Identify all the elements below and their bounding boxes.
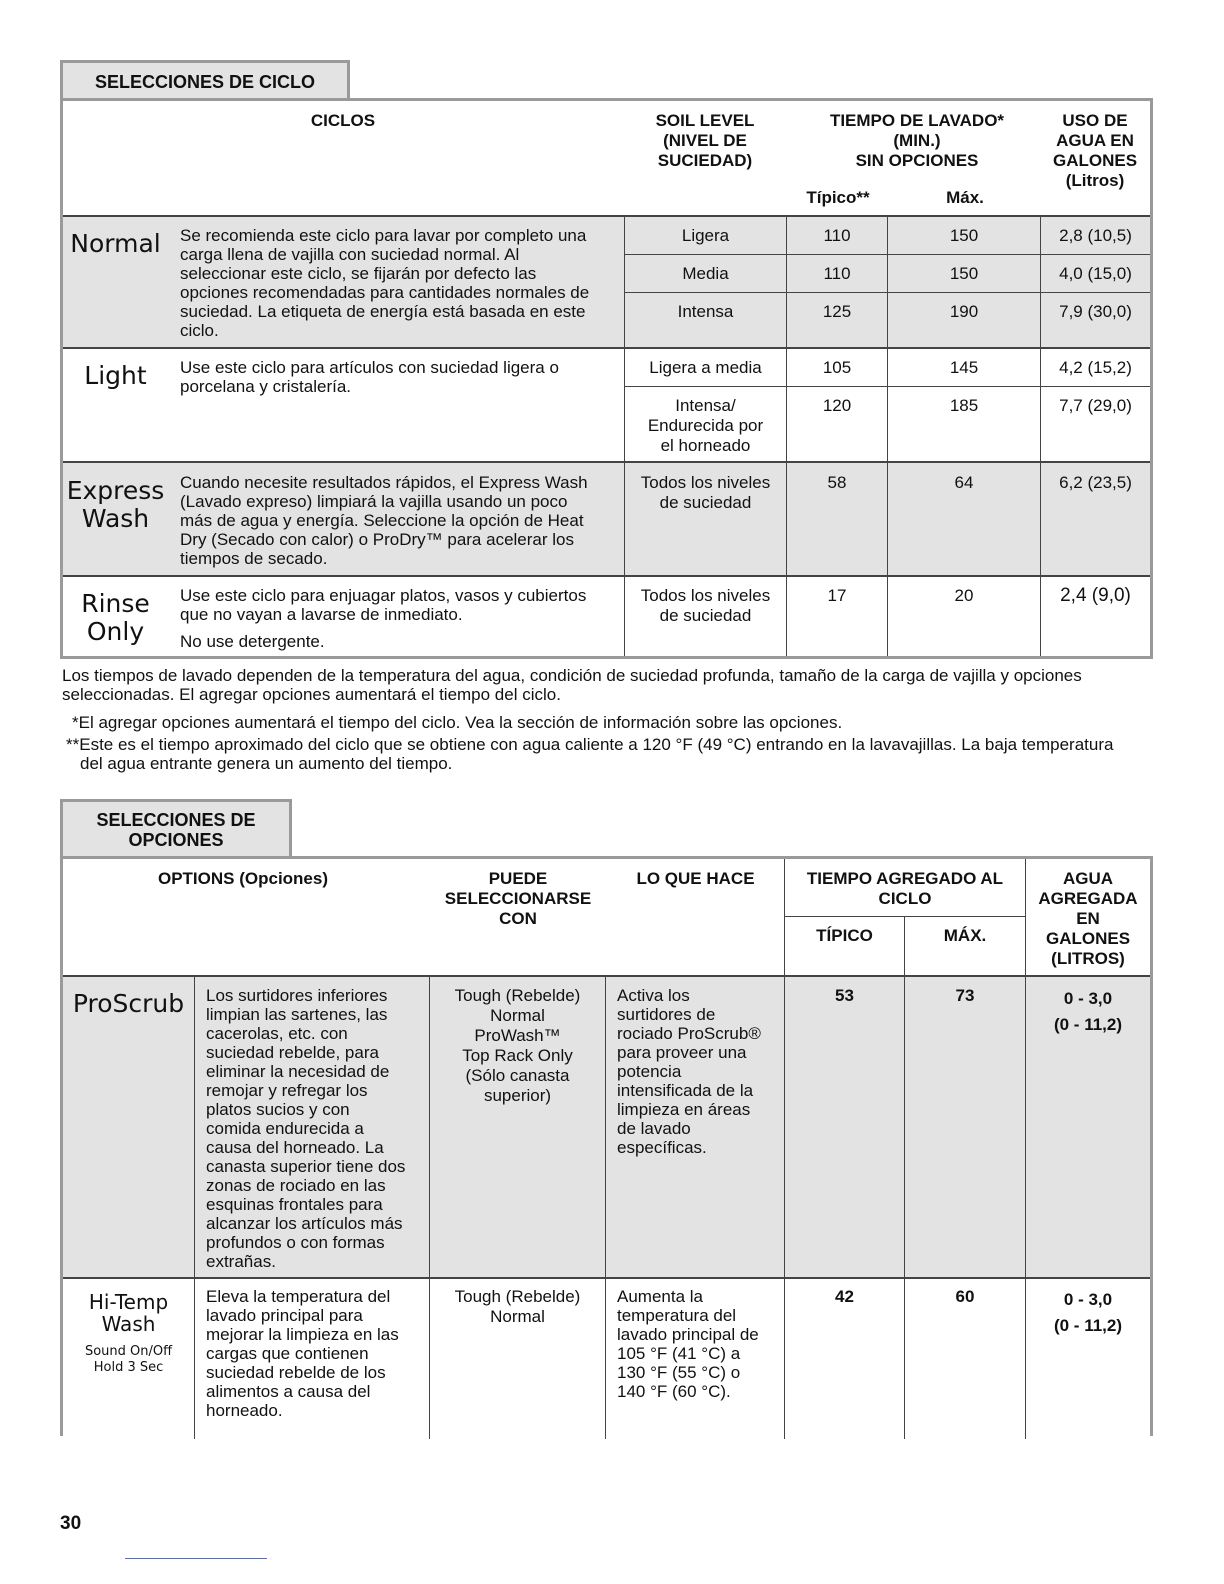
col-divider xyxy=(1025,859,1026,1439)
header-water-added: AGUA AGREGADA EN GALONES (LITROS) xyxy=(1038,869,1138,968)
row-divider xyxy=(63,347,1150,349)
header-options: OPTIONS (Opciones) xyxy=(157,869,329,888)
header-combinable: PUEDE SELECCIONARSE CON xyxy=(444,869,592,928)
option-effect: Aumenta la temperatura del lavado principal de 105 °F (41 °C) a 130 °F (55 °C) o 140 °F (60 °C). xyxy=(617,1287,759,1401)
header-what-it-does: LO QUE HACE xyxy=(636,869,755,888)
cycle-section-title: SELECCIONES DE CICLO xyxy=(94,72,316,92)
header-soil-level: SOIL LEVEL (NIVEL DE SUCIEDAD) xyxy=(655,111,755,170)
option-effect: Activa los surtidores de rociado ProScrub® para proveer una potencia intensificada de la limpieza en áreas de lavado específicas. xyxy=(617,986,761,1157)
typical-time-cell: 105 xyxy=(822,358,852,377)
options-section-tab: SELECCIONES DE OPCIONES xyxy=(60,799,292,859)
max-time-cell: 150 xyxy=(949,264,979,283)
soil-level-cell: Todos los niveles de suciedad xyxy=(640,473,771,512)
soil-level-cell: Ligera xyxy=(681,226,730,245)
water-use-cell: 4,0 (15,0) xyxy=(1059,264,1132,283)
water-added: 0 - 3,0 (0 - 11,2) xyxy=(1053,989,1123,1034)
max-added-time: 60 xyxy=(955,1287,975,1306)
water-use-cell: 4,2 (15,2) xyxy=(1059,358,1132,377)
row-divider xyxy=(63,215,1150,217)
header-max: MÁX. xyxy=(943,926,987,945)
water-added: 0 - 3,0 (0 - 11,2) xyxy=(1053,1290,1123,1335)
cycle-description-normal: Se recomienda este ciclo para lavar por completo una carga llena de vajilla con suciedad normal. Al seleccionar este ciclo, se fijarán por defecto las opciones recomendadas para cantidades normales de suciedad. La etiqueta de energía está basada en este ciclo. xyxy=(180,226,590,340)
row-divider xyxy=(63,461,1150,463)
soil-level-cell: Todos los niveles de suciedad xyxy=(640,586,771,625)
options-table xyxy=(60,856,1153,1436)
header-max: Máx. xyxy=(946,188,984,207)
cycle-description-light: Use este ciclo para artículos con suciedad ligera o porcelana y cristalería. xyxy=(180,358,559,396)
header-typical: TÍPICO xyxy=(816,926,873,945)
typical-time-cell: 120 xyxy=(822,396,852,415)
col-divider xyxy=(784,859,785,1439)
cycle-section-tab xyxy=(60,60,350,101)
row-divider xyxy=(63,575,1150,577)
max-time-cell: 150 xyxy=(949,226,979,245)
water-use-cell: 7,9 (30,0) xyxy=(1059,302,1132,321)
option-description-hi-temp-wash: Eleva la temperatura del lavado principal para mejorar la limpieza en las cargas que contienen suciedad rebelde de los alimentos a causa del horneado. xyxy=(206,1287,399,1420)
option-description-proscrub: Los surtidores inferiores limpian las sartenes, las cacerolas, etc. con suciedad rebelde, para eliminar la necesidad de remojar y refregar los platos sucios y con comida endurecida a causa del horneado. La canasta superior tiene dos zonas de rociado en las esquinas frontales para alcanzar los artículos más profundos o con formas extrañas. xyxy=(206,986,406,1271)
col-divider xyxy=(605,976,606,1439)
typical-time-cell: 58 xyxy=(827,473,847,492)
cycle-description-express-wash: Cuando necesite resultados rápidos, el Express Wash (Lavado expreso) limpiará la vajilla usando un poco más de agua y energía. Seleccione la opción de Heat Dry (Secado con calor) o ProDry™ para acelerar los tiempos de secado. xyxy=(180,473,588,568)
row-divider xyxy=(63,975,1150,977)
header-typical: Típico** xyxy=(806,188,870,207)
cycle-name-express-wash: Express Wash xyxy=(66,476,165,533)
page-number: 30 xyxy=(60,1513,82,1534)
typical-time-cell: 110 xyxy=(823,264,851,283)
water-use-cell: 2,8 (10,5) xyxy=(1059,226,1132,245)
header-divider xyxy=(785,916,1025,917)
header-wash-time: TIEMPO DE LAVADO* (MIN.) SIN OPCIONES xyxy=(829,111,1005,170)
footnote-2: **Este es el tiempo aproximado del ciclo que se obtiene con agua caliente a 120 °F (49 °C) entrando en la lavavajillas. La baja temperatura del agua entrante genera un aumento del tiempo. xyxy=(66,735,1114,773)
water-use-cell: 2,4 (9,0) xyxy=(1060,585,1131,606)
water-use-cell: 6,2 (23,5) xyxy=(1059,473,1132,492)
combinable-options: Tough (Rebelde) Normal xyxy=(454,1287,581,1326)
wash-time-note: Los tiempos de lavado dependen de la temperatura del agua, condición de suciedad profunda, tamaño de la carga de vajilla y opciones seleccionadas. El agregar opciones aumentará el tiempo del ciclo. xyxy=(62,666,1082,704)
header-cycles: CICLOS xyxy=(310,111,376,130)
sound-on-off-label: Sound On/Off Hold 3 Sec xyxy=(84,1344,173,1375)
typical-time-cell: 17 xyxy=(827,586,847,605)
cycle-name-normal: Normal xyxy=(70,229,161,258)
header-water: USO DE AGUA EN GALONES (Litros) xyxy=(1052,111,1138,190)
option-name-proscrub: ProScrub xyxy=(72,989,185,1018)
soil-level-cell: Intensa xyxy=(677,302,734,321)
cycle-name-light: Light xyxy=(84,361,147,390)
max-time-cell: 64 xyxy=(954,473,974,492)
col-divider xyxy=(194,976,195,1439)
soil-level-cell: Intensa/ Endurecida por el horneado xyxy=(647,396,764,455)
max-time-cell: 145 xyxy=(949,358,979,377)
option-name-hi-temp-wash: Hi-Temp Wash xyxy=(88,1290,169,1336)
typical-added-time: 53 xyxy=(835,986,854,1005)
max-added-time: 73 xyxy=(955,986,975,1005)
water-use-cell: 7,7 (29,0) xyxy=(1059,396,1132,415)
soil-level-cell: Ligera a media xyxy=(649,358,762,377)
cycle-table xyxy=(60,98,1153,659)
soil-level-cell: Media xyxy=(682,264,729,283)
typical-added-time: 42 xyxy=(835,1287,854,1306)
max-time-cell: 190 xyxy=(949,302,979,321)
typical-time-cell: 125 xyxy=(822,302,852,321)
header-time-added: TIEMPO AGREGADO AL CICLO xyxy=(806,869,1004,908)
cycle-description-rinse-only: Use este ciclo para enjuagar platos, vasos y cubiertos que no vayan a lavarse de inmediato. No use detergente. xyxy=(180,586,587,651)
footnote-1: *El agregar opciones aumentará el tiempo del ciclo. Vea la sección de información sobre las opciones. xyxy=(72,713,843,732)
options-section-title: SELECCIONES DE xyxy=(96,810,256,830)
typical-time-cell: 110 xyxy=(823,226,851,245)
combinable-options: Tough (Rebelde) Normal ProWash™ Top Rack Only (Sólo canasta superior) xyxy=(454,986,581,1105)
max-time-cell: 20 xyxy=(954,586,974,605)
row-divider xyxy=(63,1277,1150,1279)
max-time-cell: 185 xyxy=(949,396,979,415)
cycle-name-rinse-only: Rinse Only xyxy=(81,589,150,646)
footer-rule xyxy=(125,1558,267,1559)
